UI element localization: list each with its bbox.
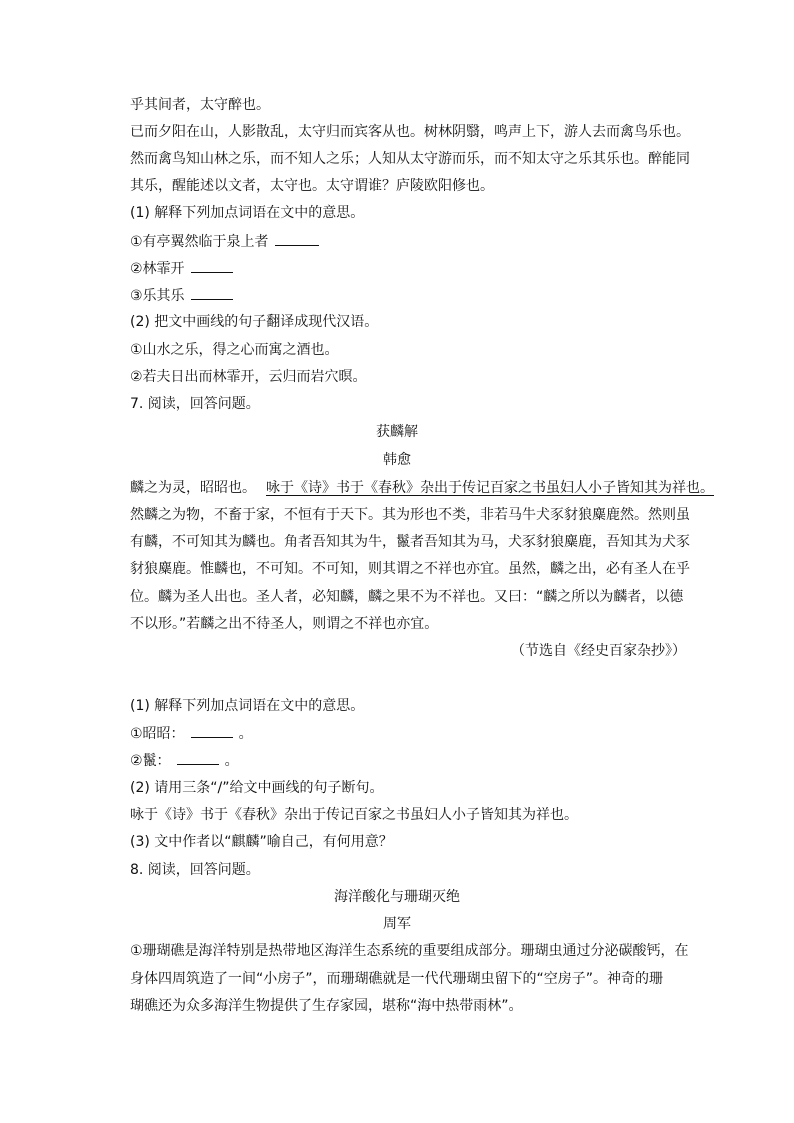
text-line: 其乐，醒能述以文者，太守也。太守谓谁？庐陵欧阳修也。 [130, 178, 494, 194]
source-note: （节选自《经史百家杂抄》） [511, 643, 686, 659]
passage-line: 然麟之为物，不畜于家，不恒有于天下。其为形也不类，非若马牛犬豕豺狼麋鹿然。然则虽 [130, 507, 690, 523]
text-line: 乎其间者，太守醉也。 [130, 97, 270, 113]
question-line: (3) 文中作者以“麒麟”喻自己，有何用意？ [130, 834, 393, 850]
answer-blank[interactable] [177, 750, 219, 765]
passage-author: 韩愈 [383, 452, 411, 468]
passage-line: ①珊瑚礁是海洋特别是热带地区海洋生态系统的重要组成部分。珊瑚虫通过分泌碳酸钙，在 [130, 943, 689, 959]
question-item [130, 231, 319, 252]
question-item [130, 723, 253, 744]
question-heading: 7. 阅读，回答问题。 [130, 396, 260, 412]
period: 。 [224, 753, 239, 769]
passage-title: 获麟解 [376, 424, 418, 440]
answer-blank[interactable] [275, 231, 319, 246]
period: 。 [238, 726, 253, 742]
question-text: ①昭昭： [130, 726, 185, 742]
answer-blank[interactable] [191, 285, 233, 300]
question-item [130, 285, 233, 306]
question-text: ②林霏开 [130, 261, 185, 277]
passage-line: 不以形。”若麟之出不待圣人，则谓之不祥也亦宜。 [130, 616, 439, 632]
question-item [130, 258, 233, 279]
question-text: ③乐其乐 [130, 288, 185, 304]
text-line: 已而夕阳在山，人影散乱，太守归而宾客从也。树林阴翳，鸣声上下，游人去而禽鸟乐也。 [130, 124, 690, 140]
passage-title: 海洋酸化与珊瑚灭绝 [334, 889, 460, 905]
question-line: (1) 解释下列加点词语在文中的意思。 [130, 698, 365, 714]
text-segment: 麟之为灵，昭昭也。 [130, 480, 256, 496]
question-line: 咏于《诗》书于《春秋》杂出于传记百家之书虽妇人小子皆知其为祥也。 [130, 807, 578, 823]
passage-line [130, 478, 714, 498]
question-line: ①山水之乐，得之心而寓之酒也。 [130, 342, 339, 358]
passage-line: 位。麟为圣人出也。圣人者，必知麟，麟之果不为不祥也。又曰：“麟之所以为麟者，以德 [130, 589, 684, 605]
passage-line: 豺狼麋鹿。惟麟也，不可知。不可知，则其谓之不祥也亦宜。虽然，麟之出，必有圣人在乎 [130, 561, 690, 577]
passage-line: 有麟，不可知其为麟也。角者吾知其为牛，鬣者吾知其为马，犬豕豺狼麋鹿，吾知其为犬豕 [130, 534, 690, 550]
answer-blank[interactable] [191, 258, 233, 273]
question-heading: 8. 阅读，回答问题。 [130, 862, 260, 878]
passage-line: 身体四周筑造了一间“小房子”，而珊瑚礁就是一代代珊瑚虫留下的“空房子”。神奇的珊 [130, 971, 664, 987]
question-line: ②若夫日出而林霏开，云归而岩穴暝。 [130, 369, 367, 385]
text-line: 然而禽鸟知山林之乐，而不知人之乐；人知从太守游而乐，而不知太守之乐其乐也。醉能同 [130, 151, 690, 167]
question-line: (1) 解释下列加点词语在文中的意思。 [130, 205, 365, 221]
question-item [130, 750, 239, 771]
answer-blank[interactable] [191, 723, 233, 738]
question-text: ②鬣： [130, 753, 171, 769]
question-text: ①有亭翼然临于泉上者 [130, 234, 269, 250]
passage-author: 周军 [383, 916, 411, 932]
passage-line: 瑚礁还为众多海洋生物提供了生存家园，堪称“海中热带雨林”。 [130, 998, 523, 1014]
question-line: (2) 请用三条“/”给文中画线的句子断句。 [130, 780, 384, 796]
underlined-sentence: 咏于《诗》书于《春秋》杂出于传记百家之书虽妇人小子皆知其为祥也。 [266, 480, 714, 496]
question-line: (2) 把文中画线的句子翻译成现代汉语。 [130, 314, 379, 330]
